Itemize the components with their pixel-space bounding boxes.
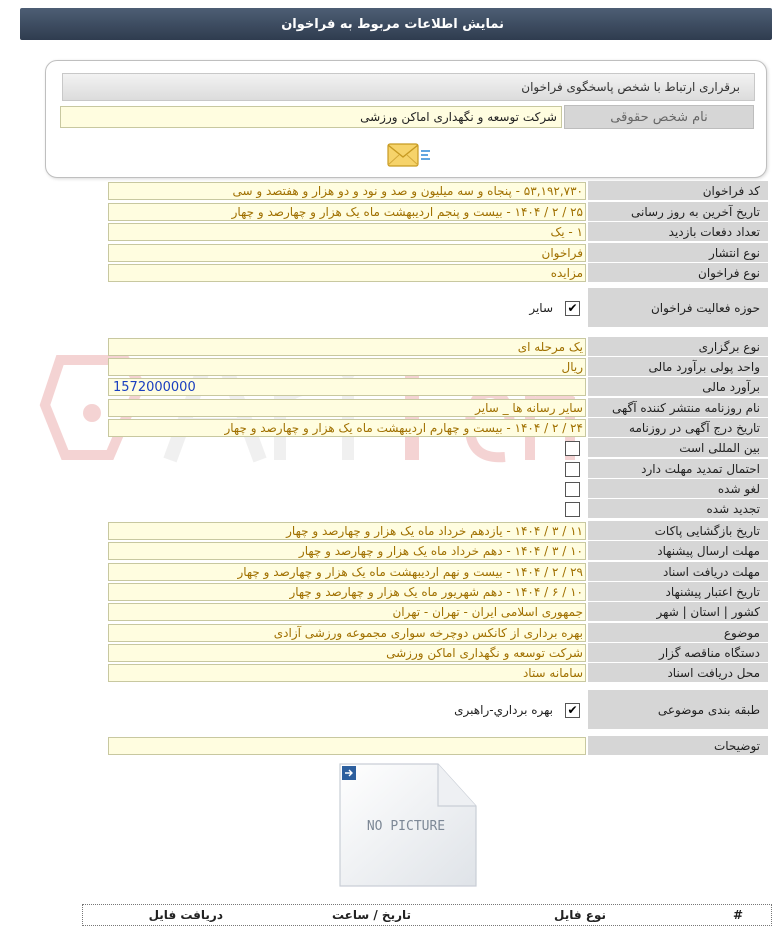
holding-type-value: یک مرحله ای <box>108 338 586 356</box>
activity-area-check-label: سایر <box>529 301 553 315</box>
row-estimate <box>8 377 768 397</box>
estimate-label: برآورد مالی <box>588 377 768 397</box>
envelope-open-value: ۱۱ / ۳ / ۱۴۰۴ - یازدهم خرداد ماه یک هزار و چهارصد و چهار <box>108 522 586 540</box>
row-location <box>8 602 768 622</box>
doc-deadline-value: ۲۹ / ۲ / ۱۴۰۴ - بیست و نهم اردیبهشت ماه یک هزار و چهارصد و چهار <box>108 563 586 581</box>
contact-title: برقراری ارتباط با شخص پاسخگوی فراخوان <box>62 73 755 101</box>
no-picture-image <box>338 762 478 888</box>
international-label: بین المللی است <box>588 438 768 458</box>
doc-deadline-label: مهلت دریافت اسناد <box>588 562 768 582</box>
files-col-date: تاریخ / ساعت <box>331 908 411 922</box>
page-header <box>20 8 772 40</box>
call-type-label: نوع فراخوان <box>588 263 768 283</box>
category-label: طبقه بندی موضوعی <box>588 690 768 730</box>
currency-value: ریال <box>108 358 586 376</box>
row-currency <box>8 357 768 377</box>
cancelled-checkbox[interactable] <box>565 482 580 497</box>
currency-label: واحد پولی برآورد مالی <box>588 357 768 377</box>
offer-deadline-label: مهلت ارسال پیشنهاد <box>588 541 768 561</box>
row-description <box>8 736 768 756</box>
description-label: توضیحات <box>588 736 768 756</box>
ad-date-label: تاریخ درج آگهی در روزنامه <box>588 418 768 438</box>
row-doc-deadline <box>8 562 768 582</box>
row-renewed <box>8 499 768 519</box>
organizer-value: شرکت توسعه و نگهداری اماکن ورزشی <box>108 644 586 662</box>
call-code-value: ۵۳,۱۹۲,۷۳۰ - پنجاه و سه میلیون و صد و نود و دو هزار و هفتصد و سی <box>108 182 586 200</box>
row-call-type <box>8 263 768 283</box>
files-table-header <box>82 904 772 926</box>
last-update-value: ۲۵ / ۲ / ۱۴۰۴ - بیست و پنجم اردیبهشت ماه یک هزار و چهارصد و چهار <box>108 203 586 221</box>
call-code-label: کد فراخوان <box>588 181 768 201</box>
location-label: کشور | استان | شهر <box>588 602 768 622</box>
row-last-update <box>8 202 768 222</box>
category-check-label: بهره برداري-راهبری <box>454 703 553 717</box>
description-value <box>108 737 586 755</box>
row-offer-validity <box>8 582 768 602</box>
cancelled-label: لغو شده <box>588 479 768 499</box>
no-picture-text: NO PICTURE <box>366 819 446 834</box>
page-title: نمایش اطلاعات مربوط به فراخوان <box>281 16 504 32</box>
row-newspaper <box>8 398 768 418</box>
ad-date-value: ۲۴ / ۲ / ۱۴۰۴ - بیست و چهارم اردیبهشت ماه یک هزار و چهارصد و چهار <box>108 419 586 437</box>
row-ad-date <box>8 418 768 438</box>
row-offer-deadline <box>8 541 768 561</box>
row-category <box>8 690 768 730</box>
activity-area-checks <box>108 288 586 328</box>
row-publish-type <box>8 243 768 263</box>
envelope-icon[interactable] <box>386 139 432 171</box>
newspaper-label: نام روزنامه منتشر کننده آگهی <box>588 398 768 418</box>
newspaper-value: سایر رسانه ها _ سایر <box>108 399 586 417</box>
files-col-index: # <box>732 908 743 922</box>
extension-label: احتمال تمدید مهلت دارد <box>588 459 768 479</box>
renewed-checkbox[interactable] <box>565 502 580 517</box>
estimate-value: 1572000000 <box>108 378 586 396</box>
organizer-label: دستگاه مناقصه گزار <box>588 643 768 663</box>
row-subject <box>8 623 768 643</box>
call-type-value: مزایده <box>108 264 586 282</box>
row-doc-place <box>8 663 768 683</box>
files-col-download: دریافت فایل <box>148 908 223 922</box>
legal-person-label: نام شخص حقوقی <box>564 105 754 129</box>
files-col-type: نوع فایل <box>554 908 606 922</box>
visits-value: ۱ - یک <box>108 223 586 241</box>
row-visits <box>8 222 768 242</box>
holding-type-label: نوع برگزاری <box>588 337 768 357</box>
category-checkbox[interactable]: ✔ <box>565 703 580 718</box>
row-international <box>8 438 768 458</box>
envelope-open-label: تاریخ بازگشایی پاکات <box>588 521 768 541</box>
offer-validity-label: تاریخ اعتبار پیشنهاد <box>588 582 768 602</box>
doc-place-label: محل دریافت اسناد <box>588 663 768 683</box>
row-call-code <box>8 181 768 201</box>
row-cancelled <box>8 479 768 499</box>
publish-type-value: فراخوان <box>108 244 586 262</box>
location-value: جمهوری اسلامی ایران - تهران - تهران <box>108 603 586 621</box>
subject-label: موضوع <box>588 623 768 643</box>
contact-panel <box>45 60 767 178</box>
doc-place-value: سامانه ستاد <box>108 664 586 682</box>
row-envelope-open <box>8 521 768 541</box>
activity-area-checkbox[interactable]: ✔ <box>565 301 580 316</box>
last-update-label: تاریخ آخرین به روز رسانی <box>588 202 768 222</box>
legal-person-value: شرکت توسعه و نگهداری اماکن ورزشی <box>60 106 562 128</box>
international-checkbox[interactable] <box>565 441 580 456</box>
offer-validity-value: ۱۰ / ۶ / ۱۴۰۴ - دهم شهریور ماه یک هزار و چهارصد و چهار <box>108 583 586 601</box>
row-holding-type <box>8 337 768 357</box>
offer-deadline-value: ۱۰ / ۳ / ۱۴۰۴ - دهم خرداد ماه یک هزار و چهارصد و چهار <box>108 542 586 560</box>
activity-area-label: حوزه فعالیت فراخوان <box>588 288 768 328</box>
publish-type-label: نوع انتشار <box>588 243 768 263</box>
subject-value: بهره برداری از کانکس دوچرخه سواری مجموعه ورزشی آزادی <box>108 624 586 642</box>
visits-label: تعداد دفعات بازدید <box>588 222 768 242</box>
extension-checkbox[interactable] <box>565 462 580 477</box>
row-organizer <box>8 643 768 663</box>
row-activity-area <box>8 288 768 328</box>
row-extension <box>8 459 768 479</box>
renewed-label: تجدید شده <box>588 499 768 519</box>
category-checks <box>108 690 586 730</box>
